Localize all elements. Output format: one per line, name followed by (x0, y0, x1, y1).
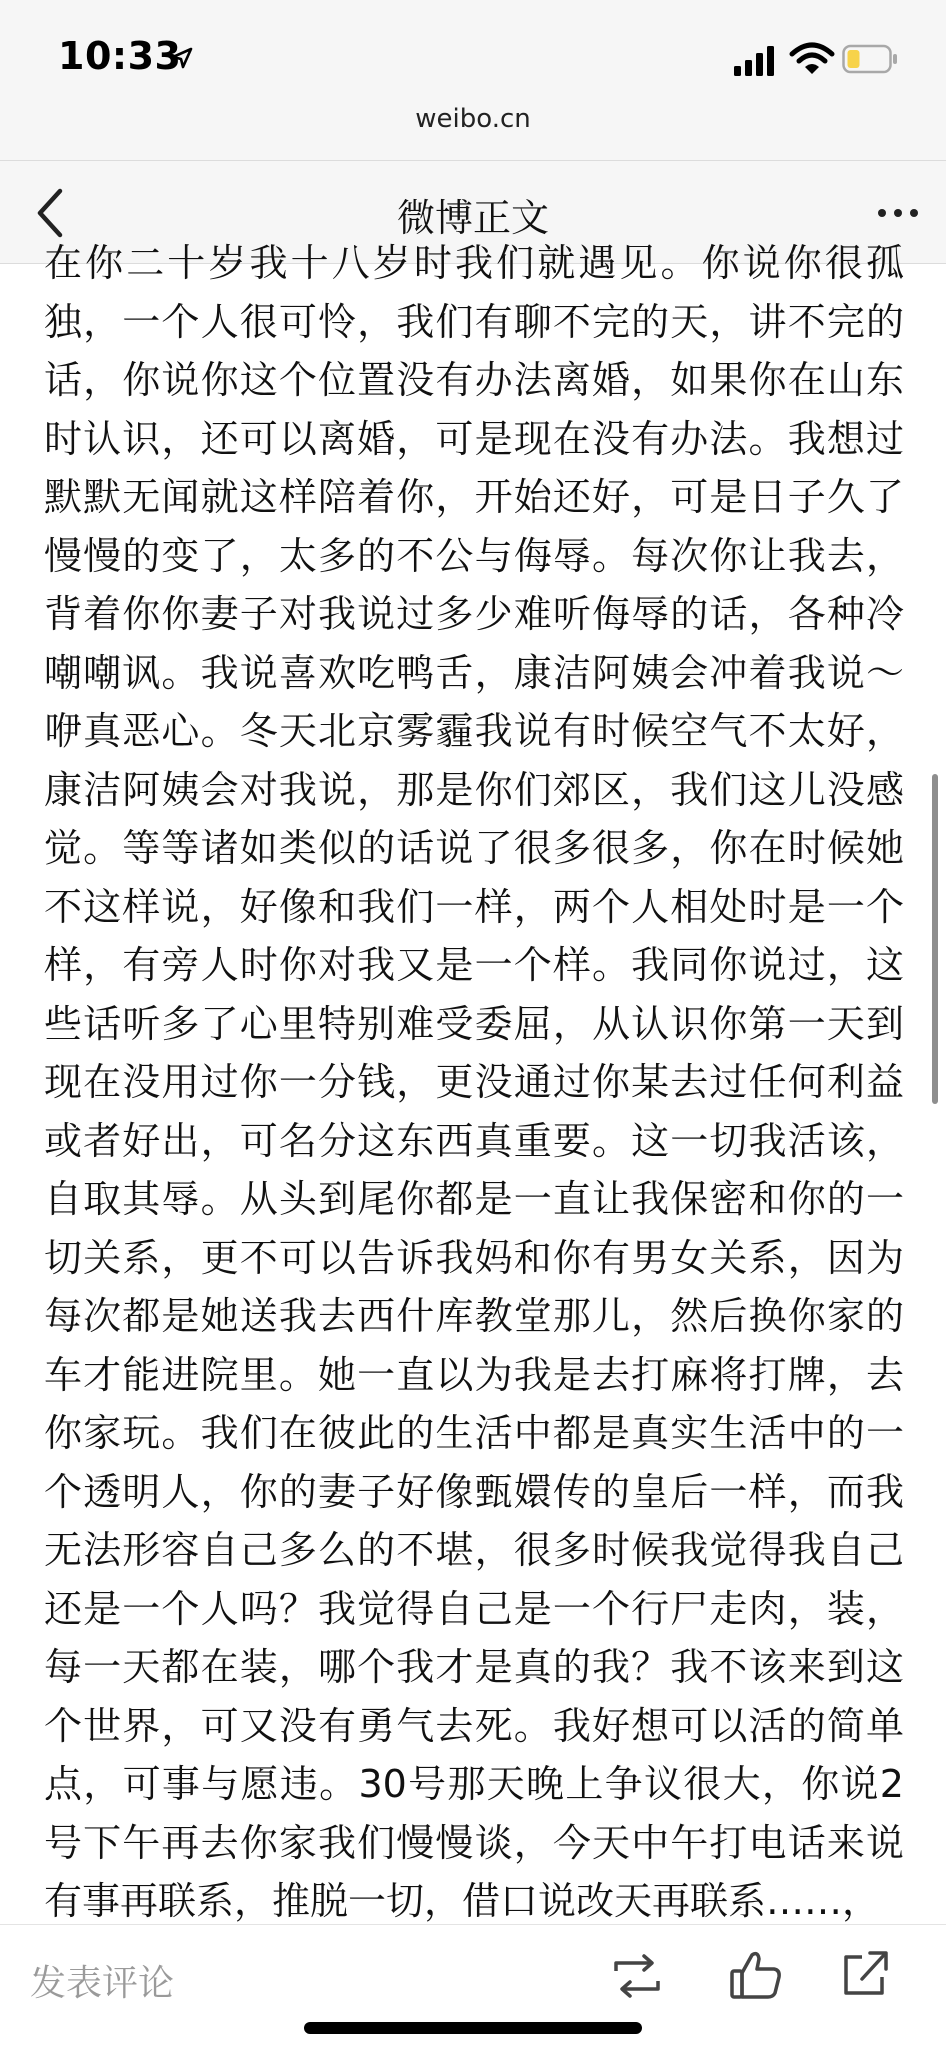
share-button[interactable] (840, 1947, 890, 2001)
home-indicator[interactable] (304, 2022, 642, 2034)
scrollbar[interactable] (932, 774, 938, 1104)
repost-button[interactable] (610, 1951, 664, 2001)
page-title: 微博正文 (396, 196, 549, 240)
share-icon (840, 1947, 890, 2001)
browser-top-bar (0, 0, 946, 160)
more-dots-icon (868, 185, 928, 241)
repost-icon (610, 1951, 664, 2001)
article-body[interactable] (0, 241, 946, 1924)
wifi-icon (790, 42, 834, 76)
battery-icon (842, 44, 898, 74)
cellular-signal-icon (734, 46, 778, 76)
location-arrow-icon (170, 46, 194, 70)
status-time: 10:33 (58, 34, 182, 78)
comment-input[interactable]: 发表评论 (30, 1963, 175, 2004)
article-text: 在你二十岁我十八岁时我们就遇见。你说你很孤独，一个人很可怜，我们有聊不完的天，讲不完的话，你说你这个位置没有办法离婚，如果你在山东时认识，还可以离婚，可是现在没有办法。我想过默默无闻就这样陪着你，开始还好，可是日子久了慢慢的变了，太多的不公与侮辱。每次你让我去，背着你你妻子对我说过多少难听侮辱的话，各种冷嘲嘲讽。我说喜欢吃鸭舌，康洁阿姨会冲着我说～咿真恶心。冬天北京雾霾我说有时候空气不太好，康洁阿姨会对我说，那是你们郊区，我们这儿没感觉。等等诸如类似的话说了很多很多，你在时候她不这样说，好像和我们一样，两个人相处时是一个样，有旁人时你对我又是一个样。我同你说过，这些话听多了心里特别难受委屈，从认识你第一天到现在没用过你一分钱，更没通过你某去过任何利益或者好出，可名分这东西真重要。这一切我活该，自取其辱。从头到尾你都是一直让我保密和你的一切关系，更不可以告诉我妈和你有男女关系，因为每次都是她送我去西什库教堂那儿，然后换你家的车才能进院里。她一直以为我是去打麻将打牌，去你家玩。我们在彼此的生活中都是真实生活中的一个透明人，你的妻子好像甄嬛传的皇后一样，而我无法形容自己多么的不堪，很多时候我觉得我自己还是一个人吗？我觉得自己是一个行尸走肉，装，每一天都在装，哪个我才是真的我？我不该来到这个世界，可又没有勇气去死。我好想可以活的简单点，可事与愿违。30号那天晚上争议很大，你说2号下午再去你家我们慢慢谈，今天中午打电话来说有事再联系，推脱一切，借口说改天再联系……， (44, 241, 904, 1923)
like-button[interactable] (728, 1947, 784, 2003)
thumbs-up-icon (728, 1947, 784, 2003)
more-button[interactable] (868, 185, 928, 241)
url-domain[interactable]: weibo.cn (415, 104, 531, 134)
